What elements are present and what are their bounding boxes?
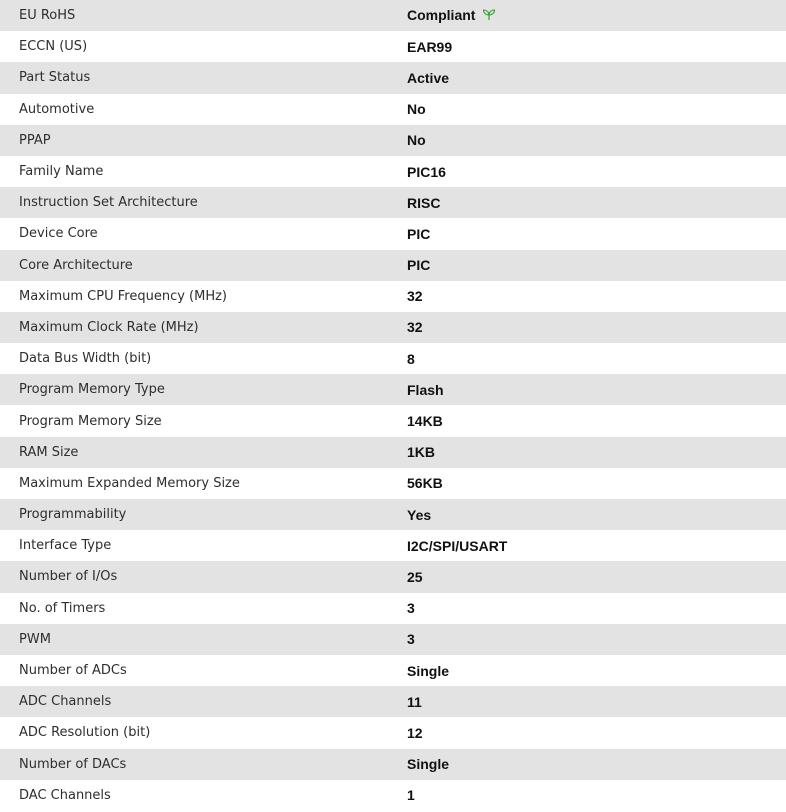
spec-label: Device Core — [0, 218, 407, 249]
spec-label: Automotive — [0, 94, 407, 125]
spec-label: Family Name — [0, 156, 407, 187]
spec-row — [0, 281, 786, 312]
spec-label: Program Memory Type — [0, 374, 407, 405]
spec-value: PIC16 — [407, 156, 786, 187]
spec-value: 12 — [407, 717, 786, 748]
spec-label: ADC Channels — [0, 686, 407, 717]
spec-label: Number of ADCs — [0, 655, 407, 686]
spec-value: PIC — [407, 250, 786, 281]
spec-value: 3 — [407, 593, 786, 624]
spec-value: Flash — [407, 374, 786, 405]
spec-label: Number of I/Os — [0, 561, 407, 592]
spec-label: Program Memory Size — [0, 405, 407, 436]
spec-row — [0, 499, 786, 530]
spec-label: No. of Timers — [0, 593, 407, 624]
spec-value: Compliant — [407, 7, 476, 24]
spec-row — [0, 218, 786, 249]
spec-value: 11 — [407, 686, 786, 717]
spec-row — [0, 624, 786, 655]
spec-value: Active — [407, 62, 786, 93]
spec-value: 32 — [407, 312, 786, 343]
spec-value: 32 — [407, 281, 786, 312]
spec-label: Maximum CPU Frequency (MHz) — [0, 281, 407, 312]
spec-row — [0, 374, 786, 405]
spec-row — [0, 405, 786, 436]
spec-label: ECCN (US) — [0, 31, 407, 62]
spec-value: PIC — [407, 218, 786, 249]
spec-label: Part Status — [0, 62, 407, 93]
spec-row — [0, 312, 786, 343]
spec-row — [0, 94, 786, 125]
spec-value: No — [407, 94, 786, 125]
spec-label: Programmability — [0, 499, 407, 530]
spec-label: PWM — [0, 624, 407, 655]
spec-value: 1KB — [407, 437, 786, 468]
spec-row — [0, 31, 786, 62]
spec-value: I2C/SPI/USART — [407, 530, 786, 561]
spec-value: Single — [407, 655, 786, 686]
spec-label: Instruction Set Architecture — [0, 187, 407, 218]
spec-value: Single — [407, 749, 786, 780]
spec-label: RAM Size — [0, 437, 407, 468]
spec-value: 56KB — [407, 468, 786, 499]
spec-row — [0, 156, 786, 187]
spec-label: Interface Type — [0, 530, 407, 561]
spec-row — [0, 686, 786, 717]
spec-label: Number of DACs — [0, 749, 407, 780]
spec-row — [0, 343, 786, 374]
spec-row — [0, 530, 786, 561]
spec-label: EU RoHS — [0, 0, 407, 31]
spec-label: Data Bus Width (bit) — [0, 343, 407, 374]
spec-row — [0, 62, 786, 93]
spec-label: Core Architecture — [0, 250, 407, 281]
spec-row — [0, 749, 786, 780]
spec-value: 14KB — [407, 405, 786, 436]
spec-label: Maximum Expanded Memory Size — [0, 468, 407, 499]
spec-value: Yes — [407, 499, 786, 530]
spec-row-eu-rohs — [0, 0, 786, 31]
spec-row — [0, 561, 786, 592]
spec-row — [0, 468, 786, 499]
spec-value: 1 — [407, 780, 786, 811]
spec-row — [0, 593, 786, 624]
spec-value-cell — [407, 0, 786, 31]
spec-row — [0, 717, 786, 748]
spec-value: 3 — [407, 624, 786, 655]
spec-row — [0, 250, 786, 281]
spec-value: No — [407, 125, 786, 156]
spec-value: 25 — [407, 561, 786, 592]
spec-row — [0, 780, 786, 811]
spec-row — [0, 655, 786, 686]
spec-row — [0, 437, 786, 468]
spec-label: Maximum Clock Rate (MHz) — [0, 312, 407, 343]
spec-row — [0, 125, 786, 156]
spec-value: RISC — [407, 187, 786, 218]
spec-value: 8 — [407, 343, 786, 374]
leaf-icon — [482, 8, 496, 24]
spec-row — [0, 187, 786, 218]
spec-label: PPAP — [0, 125, 407, 156]
spec-label: ADC Resolution (bit) — [0, 717, 407, 748]
spec-value: EAR99 — [407, 31, 786, 62]
spec-label: DAC Channels — [0, 780, 407, 811]
